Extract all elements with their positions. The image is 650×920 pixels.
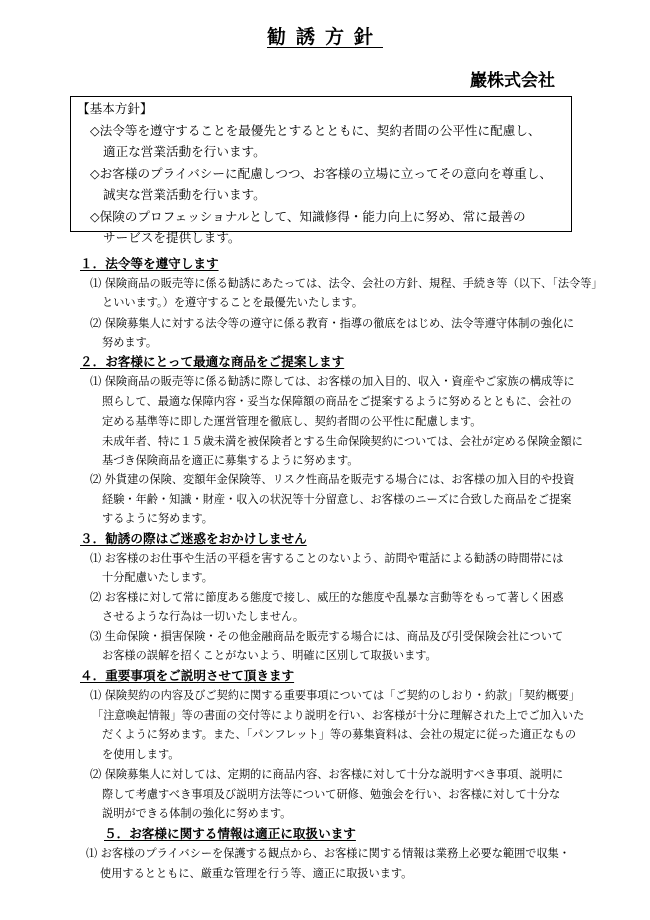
section-line: 定める基準等に即した運営管理を徹底し、契約者間の公平性に配慮します。: [102, 415, 482, 428]
page-title: 勧誘方針: [266, 26, 383, 48]
section-line: するように努めます。: [102, 512, 213, 525]
section-heading: ２．お客様にとって最適な商品をご提案します: [80, 354, 345, 369]
section-line: 未成年者、特に１５歳未満を被保険者とする生命保険契約については、会社が定める保険金額に: [102, 435, 583, 448]
section-line: ⑴ 保険商品の販売等に係る勧誘に際しては、お客様の加入目的、収入・資産やご家族の構成等に: [90, 375, 575, 388]
section-heading: ３．勧誘の際はご迷惑をおかけしません: [80, 531, 307, 546]
basic-policy-line: ◇お客様のプライバシーに配慮しつつ、お客様の立場に立ってその意向を尊重し、: [90, 165, 552, 181]
section-heading: ５．お客様に関する情報は適正に取扱います: [104, 826, 356, 841]
basic-policy-line: ◇保険のプロフェッショナルとして、知識修得・能力向上に努め、常に最善の: [90, 208, 526, 224]
section-line: 使用するとともに、厳重な管理を行う等、適正に取扱います。: [100, 867, 413, 880]
section-line: 照らして、最適な保障内容・妥当な保障額の商品をご提案するように努めるとともに、会社の: [102, 395, 572, 408]
section-line: だくように努めます。また、「パンフレット」等の募集資料は、会社の規定に従った適正なもの: [102, 728, 577, 741]
section-line: ⑵ 保険募集人に対する法令等の遵守に係る教育・指導の徹底をはじめ、法令等遵守体制の強化に: [90, 317, 575, 330]
section-line: ⑴ お客様のプライバシーを保護する観点から、お客様に関する情報は業務上必要な範囲で収集・: [86, 847, 571, 860]
section-line: 努めます。: [102, 336, 158, 349]
section-line: ⑵ 外貨建の保険、変額年金保険等、リスク性商品を販売する場合には、お客様の加入目的や投資: [90, 473, 575, 486]
section-line: ⑴ 保険契約の内容及びご契約に関する重要事項については「ご契約のしおり・約款」「契約概要」: [90, 689, 580, 702]
section-line: ⑶ 生命保険・損害保険・その他金融商品を販売する場合には、商品及び引受保険会社について: [90, 630, 564, 643]
section-line: ⑴ 保険商品の販売等に係る勧誘にあたっては、法令、会社の方針、規程、手続き等（以下、「法令等」: [90, 277, 603, 290]
section-line: お客様の誤解を招くことがないよう、明確に区別して取扱います。: [102, 649, 437, 662]
section-line: といいます。）を遵守することを最優先いたします。: [102, 296, 364, 309]
section-line: 基づき保険商品を適正に募集するように努めます。: [102, 454, 359, 467]
section-line: 「注意喚起情報」等の書面の交付等により説明を行い、お客様が十分に理解された上でご加入いた: [92, 709, 585, 722]
basic-policy-line: サービスを提供します。: [103, 230, 241, 245]
section-line: 十分配慮いたします。: [102, 571, 213, 584]
company-name: 巖株式会社: [470, 71, 555, 91]
basic-policy-box: [70, 96, 572, 245]
section-heading: １．法令等を遵守します: [80, 256, 219, 271]
section-line: ⑵ 保険募集人に対しては、定期的に商品内容、お客様に対して十分な説明すべき事項、説明に: [90, 768, 564, 781]
section-line: 説明ができる体制の強化に努めます。: [102, 807, 292, 820]
basic-policy-heading: 【基本方針】: [77, 101, 153, 116]
section-line: ⑵ お客様に対して常に節度ある態度で接し、威圧的な態度や乱暴な言動等をもって著しく困惑: [90, 591, 564, 604]
section-heading: ４．重要事項をご説明させて頂きます: [80, 668, 295, 683]
basic-policy-line: 誠実な営業活動を行います。: [103, 187, 266, 202]
basic-policy-line: ◇法令等を遵守することを最優先とするとともに、契約者間の公平性に配慮し、: [90, 122, 541, 138]
section-line: ⑴ お客様のお仕事や生活の平穏を害することのないよう、訪問や電話による勧誘の時間帯には: [90, 552, 564, 565]
section-line: させるような行為は一切いたしません。: [102, 610, 305, 623]
section-line: 際して考慮すべき事項及び説明方法等について研修、勉強会を行い、お客様に対して十分な: [102, 788, 561, 801]
section-line: を使用します。: [102, 748, 180, 761]
section-line: 経験・年齢・知識・財産・収入の状況等十分留意し、お客様のニーズに合致した商品をご提案: [102, 493, 572, 506]
basic-policy-line: 適正な営業活動を行います。: [103, 144, 266, 159]
